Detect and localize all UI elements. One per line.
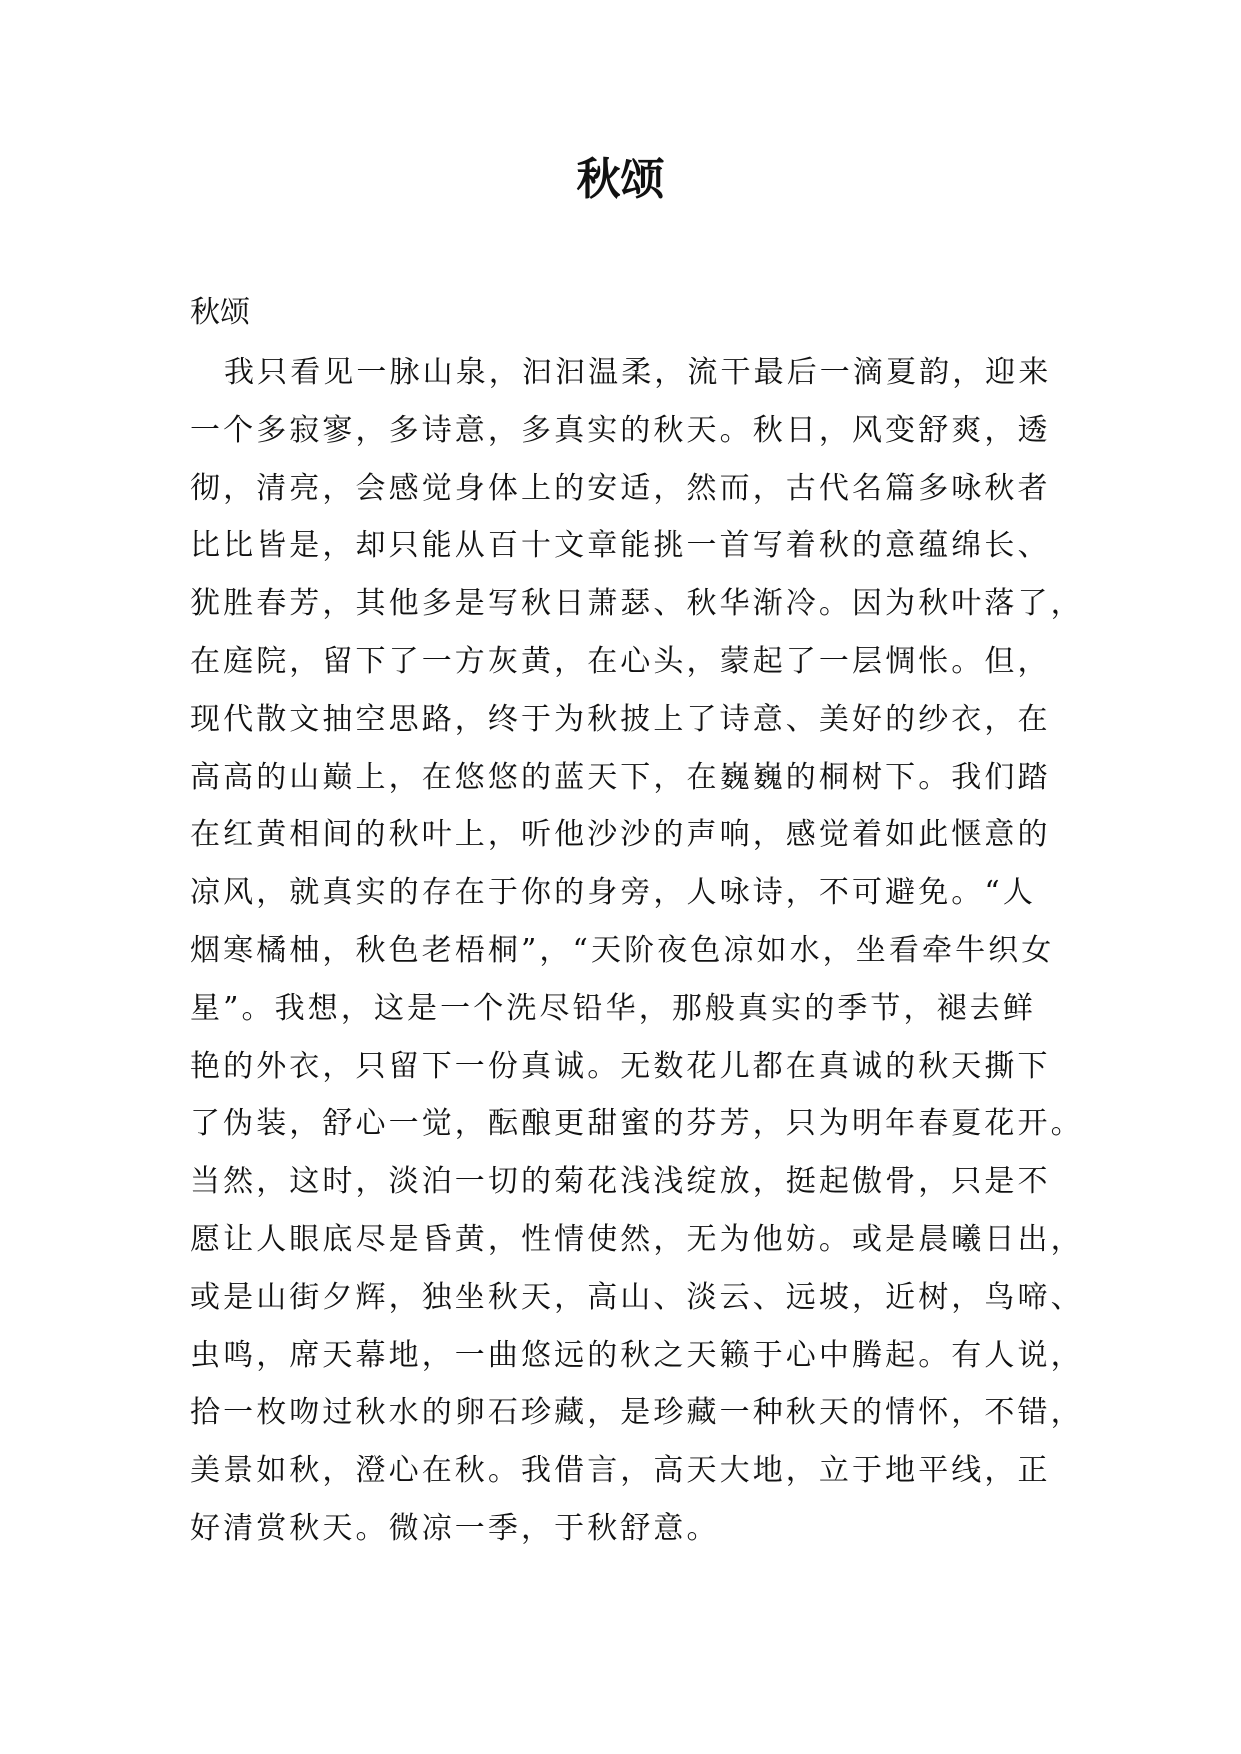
body-line: 比比皆是，却只能从百十文章能挑一首写着秋的意蕴绵长、 xyxy=(190,528,1051,564)
body-line: 我只看见一脉山泉，汩汩温柔，流干最后一滴夏韵，迎来 xyxy=(224,355,1052,390)
body-line: 拾一枚吻过秋水的卵石珍藏，是珍藏一种秋天的情怀，不错， xyxy=(190,1395,1084,1431)
document-subtitle: 秋颂 xyxy=(190,295,250,330)
body-line: 烟寒橘柚，秋色老梧桐”，“天阶夜色凉如水，坐看牵牛织女 xyxy=(190,932,1055,968)
body-line: 或是山街夕辉，独坐秋天，高山、淡云、远坡，近树，鸟啼、 xyxy=(190,1279,1084,1315)
body-line: 一个多寂寥，多诗意，多真实的秋天。秋日，风变舒爽，透 xyxy=(190,412,1051,448)
document-body xyxy=(190,344,1084,1558)
body-line: 凉风，就真实的存在于你的身旁，人咏诗，不可避免。“人 xyxy=(190,875,1036,911)
body-line: 了伪装，舒心一觉，酝酿更甜蜜的芬芳，只为明年春夏花开。 xyxy=(190,1106,1084,1142)
body-line: 高高的山巅上，在悠悠的蓝天下，在巍巍的桐树下。我们踏 xyxy=(190,759,1051,795)
body-line: 艳的外衣，只留下一份真诚。无数花儿都在真诚的秋天撕下 xyxy=(190,1048,1051,1084)
document-title: 秋颂 xyxy=(576,154,665,205)
body-line: 美景如秋，澄心在秋。我借言，高天大地，立于地平线，正 xyxy=(190,1453,1051,1489)
body-line: 在红黄相间的秋叶上，听他沙沙的声响，感觉着如此惬意的 xyxy=(190,817,1051,853)
body-line: 彻，清亮，会感觉身体上的安适，然而，古代名篇多咏秋者 xyxy=(190,470,1051,506)
body-line: 愿让人眼底尽是昏黄，性情使然，无为他妨。或是晨曦日出， xyxy=(190,1221,1084,1257)
body-line: 星”。我想，这是一个洗尽铅华，那般真实的季节，褪去鲜 xyxy=(190,990,1036,1026)
body-line: 虫鸣，席天幕地，一曲悠远的秋之天籁于心中腾起。有人说， xyxy=(190,1337,1084,1373)
body-line: 好清赏秋天。微凉一季，于秋舒意。 xyxy=(190,1510,720,1546)
body-line: 在庭院，留下了一方灰黄，在心头，蒙起了一层惆怅。但， xyxy=(190,643,1051,679)
body-line: 当然，这时，淡泊一切的菊花浅浅绽放，挺起傲骨，只是不 xyxy=(190,1164,1051,1200)
body-line: 犹胜春芳，其他多是写秋日萧瑟、秋华渐冷。因为秋叶落了， xyxy=(190,586,1084,622)
body-line: 现代散文抽空思路，终于为秋披上了诗意、美好的纱衣，在 xyxy=(190,701,1051,737)
